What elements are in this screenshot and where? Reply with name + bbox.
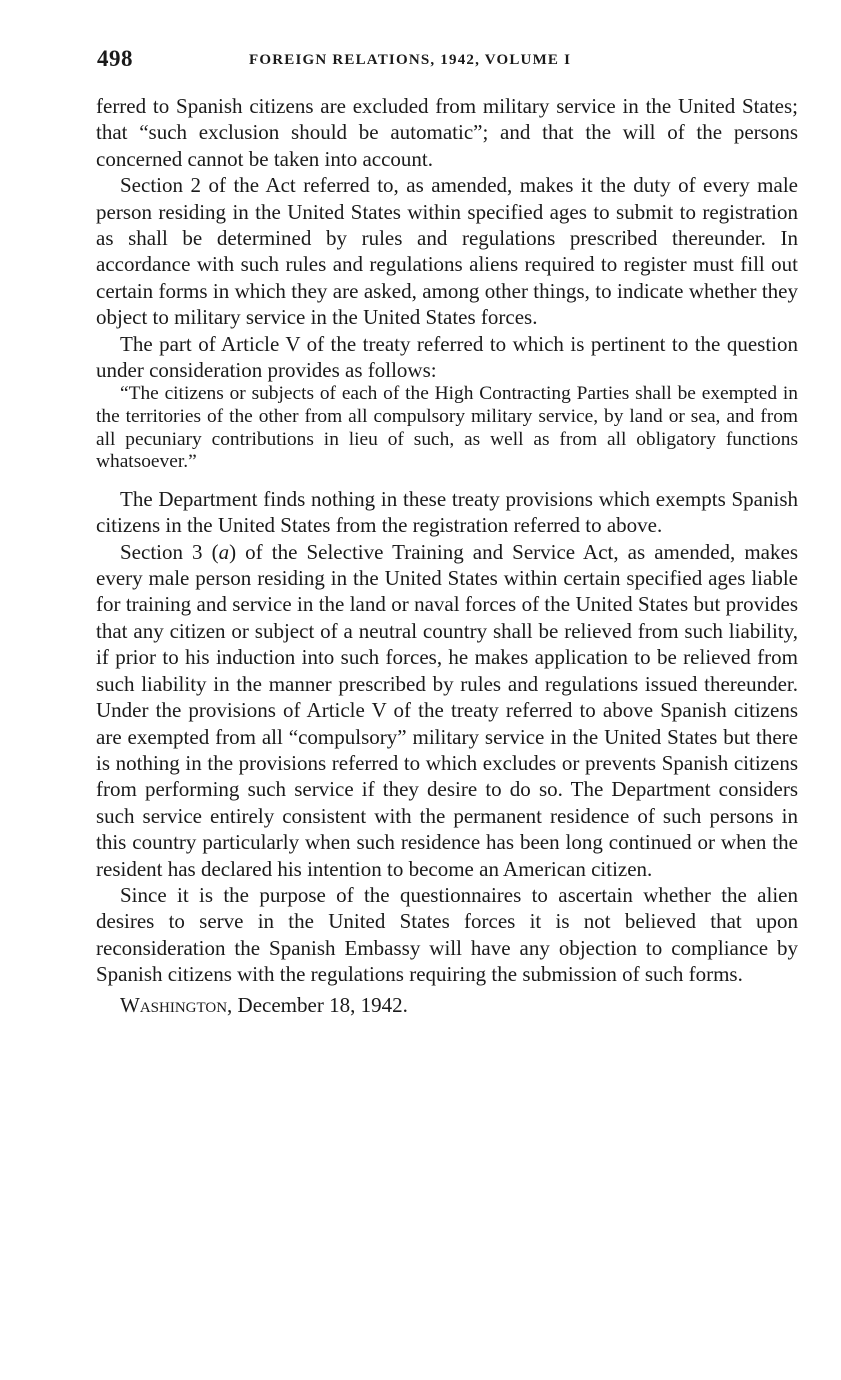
signoff-date: , December 18, 1942. bbox=[227, 992, 408, 1017]
paragraph-conclusion: Since it is the purpose of the questionnaires to ascertain whether the alien desires to serve in the United States forces it is not believed that upon reconsideration the Spanish Embassy will have any objection to compliance by Spanish citizens with the regulations requiring the submission of such forms. bbox=[96, 882, 798, 987]
paragraph-section-2: Section 2 of the Act referred to, as amended, makes it the duty of every male person residing in the United States within specified ages to submit to registration as shall be determined by rules and regulations prescribed thereunder. In accordance with such rules and regulations aliens required to register must fill out certain forms in which they are asked, among other things, to indicate whether they object to military service in the United States forces. bbox=[96, 173, 798, 330]
paragraph-continued: ferred to Spanish citizens are excluded from military service in the United States; that “such exclusion should be automatic”; and that the will of the persons concerned cannot be taken into account. bbox=[96, 94, 798, 171]
body-text bbox=[96, 93, 798, 1018]
signoff bbox=[96, 992, 798, 1018]
page-number: 498 bbox=[97, 46, 133, 71]
paragraph-section-3 bbox=[96, 539, 798, 882]
paragraph-department-finds: The Department finds nothing in these treaty provisions which exempts Spanish citizens in the United States from the registration referred to above. bbox=[96, 486, 798, 538]
block-quote-treaty: “The citizens or subjects of each of the High Contracting Parties shall be exempted in the territories of the other from all compulsory military service, by land or sea, and from all pecuniary contributions in lieu of such, as well as from all obligatory functions whatsoever.” bbox=[96, 383, 798, 473]
signoff-place: Washington bbox=[120, 992, 228, 1017]
section-3-start: Section 3 ( bbox=[120, 539, 219, 564]
running-head: FOREIGN RELATIONS, 1942, VOLUME I bbox=[249, 52, 572, 68]
page-header bbox=[97, 46, 797, 76]
section-3-subsection: a bbox=[218, 539, 230, 564]
paragraph-article-v: The part of Article V of the treaty referred to which is pertinent to the question under consideration provides as follows: bbox=[96, 331, 798, 383]
section-3-rest: ) of the Selective Training and Service Act, as amended, makes every male person residing in the United States within certain specified ages liable for training and service in the land or naval forces of the United States but provides that any citizen or subject of a neutral country shall be relieved from such liability, if prior to his induction into such forces, he makes application to be relieved from such liability in the manner prescribed by rules and regulations issued thereunder. Under the provisions of Article V of the treaty referred to above Spanish citizens are exempted from all “compulsory” military service in the United States but there is nothing in the provisions referred to which excludes or prevents Spanish citizens from performing such service if they desire to do so. The Department considers such service entirely consistent with the permanent residence of such persons in this country particularly when such residence has been long continued or when the resident has declared his intention to become an American citizen. bbox=[96, 539, 798, 881]
